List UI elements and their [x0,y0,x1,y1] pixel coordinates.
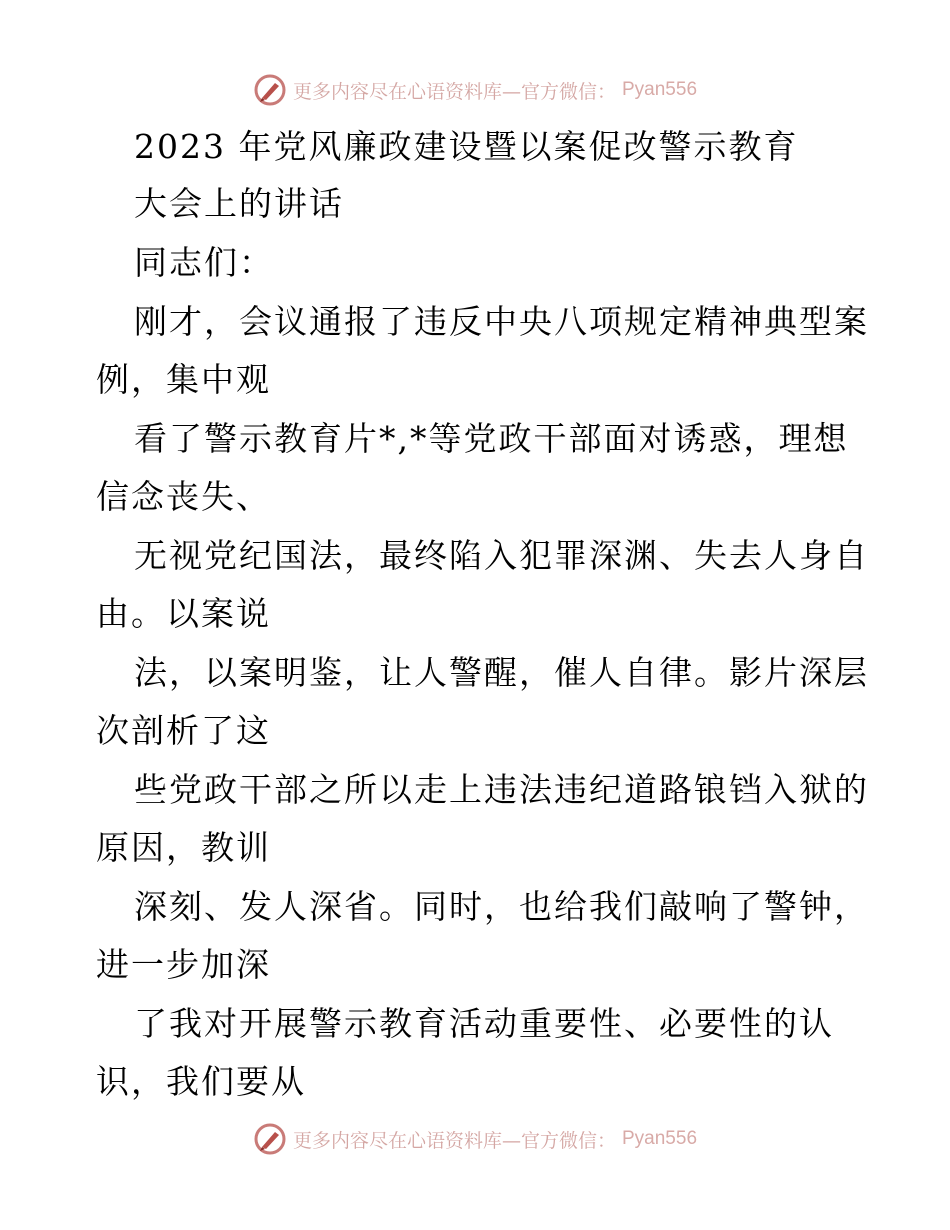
body-line: 些党政干部之所以走上违法违纪道路锒铛入狱的 [134,770,869,809]
body-line: 例，集中观 [96,360,271,399]
body-line: 深刻、发人深省。同时，也给我们敲响了警钟， [134,887,869,926]
watermark-text: 更多内容尽在心语资料库—官方微信： [292,80,616,103]
body-line: 法，以案明鉴，让人警醒，催人自律。影片深层 [134,653,869,692]
body-line: 看了警示教育片*,*等党政干部面对诱惑，理想 [134,419,849,458]
pen-circle-logo-icon [253,1122,287,1156]
body-line: 无视党纪国法，最终陷入犯罪深渊、失去人身自 [134,536,869,575]
title-line-1: 2023 年党风廉政建设暨以案促改警示教育 [134,127,799,166]
body-line: 识，我们要从 [96,1062,306,1101]
body-line: 次剖析了这 [96,711,271,750]
salutation: 同志们： [134,243,274,282]
body-line: 进一步加深 [96,945,271,984]
watermark-handle: Pyan556 [622,79,698,100]
title-line-2: 大会上的讲话 [134,184,344,223]
body-line: 由。以案说 [96,594,271,633]
watermark-handle: Pyan556 [622,1128,698,1149]
watermark-text: 更多内容尽在心语资料库—官方微信： [292,1129,616,1152]
body-line: 信念丧失、 [96,477,271,516]
body-line: 了我对开展警示教育活动重要性、必要性的认 [134,1004,834,1043]
body-line: 原因，教训 [96,828,271,867]
body-line: 刚才，会议通报了违反中央八项规定精神典型案 [134,302,869,341]
footer-watermark [0,1119,950,1159]
